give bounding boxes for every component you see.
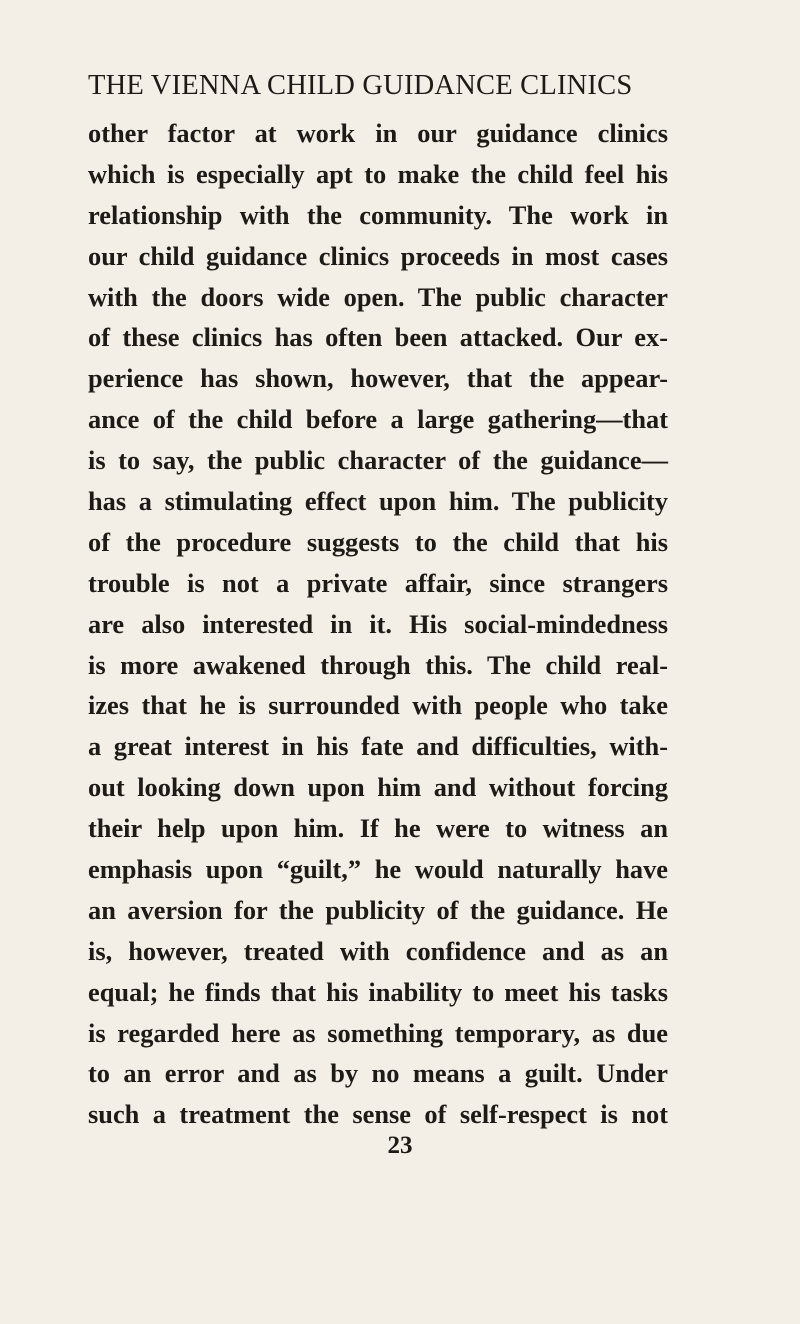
text-line: of the procedure suggests to the child that his xyxy=(88,526,668,557)
text-line: our child guidance clinics proceeds in most cases xyxy=(88,240,668,271)
text-line: equal; he finds that his inability to meet his tasks xyxy=(88,976,668,1007)
text-line: with the doors wide open. The public character xyxy=(88,281,668,312)
text-line: are also interested in it. His social-mindedness xyxy=(88,608,668,639)
text-line: such a treatment the sense of self-respect is not xyxy=(88,1099,668,1130)
body-text xyxy=(88,113,668,1135)
text-line: other factor at work in our guidance clinics xyxy=(88,118,668,148)
text-line: of these clinics has often been attacked. Our ex- xyxy=(88,322,668,353)
text-line: ance of the child before a large gathering—that xyxy=(88,404,668,435)
page-number: 23 xyxy=(387,1132,413,1159)
text-line: perience has shown, however, that the appear- xyxy=(88,363,668,394)
running-head: THE VIENNA CHILD GUIDANCE CLINICS xyxy=(88,70,633,101)
text-line: out looking down upon him and without forcing xyxy=(88,772,668,803)
text-line: emphasis upon “guilt,” he would naturally have xyxy=(88,854,668,885)
text-line: relationship with the community. The work in xyxy=(88,199,668,230)
text-line: is more awakened through this. The child real- xyxy=(88,649,668,680)
text-line: their help upon him. If he were to witness an xyxy=(88,813,668,844)
text-line: an aversion for the publicity of the guidance. He xyxy=(88,894,668,925)
text-line: is, however, treated with confidence and as an xyxy=(88,935,668,966)
text-line: has a stimulating effect upon him. The publicity xyxy=(88,486,668,517)
text-line: izes that he is surrounded with people who take xyxy=(88,690,668,721)
text-line: to an error and as by no means a guilt. Under xyxy=(88,1058,668,1089)
text-line: trouble is not a private affair, since strangers xyxy=(88,567,668,598)
text-line: which is especially apt to make the child feel his xyxy=(88,158,668,189)
text-line: a great interest in his fate and difficulties, with- xyxy=(88,731,668,762)
text-line: is to say, the public character of the guidance— xyxy=(88,445,668,476)
text-line: is regarded here as something temporary, as due xyxy=(88,1017,668,1048)
